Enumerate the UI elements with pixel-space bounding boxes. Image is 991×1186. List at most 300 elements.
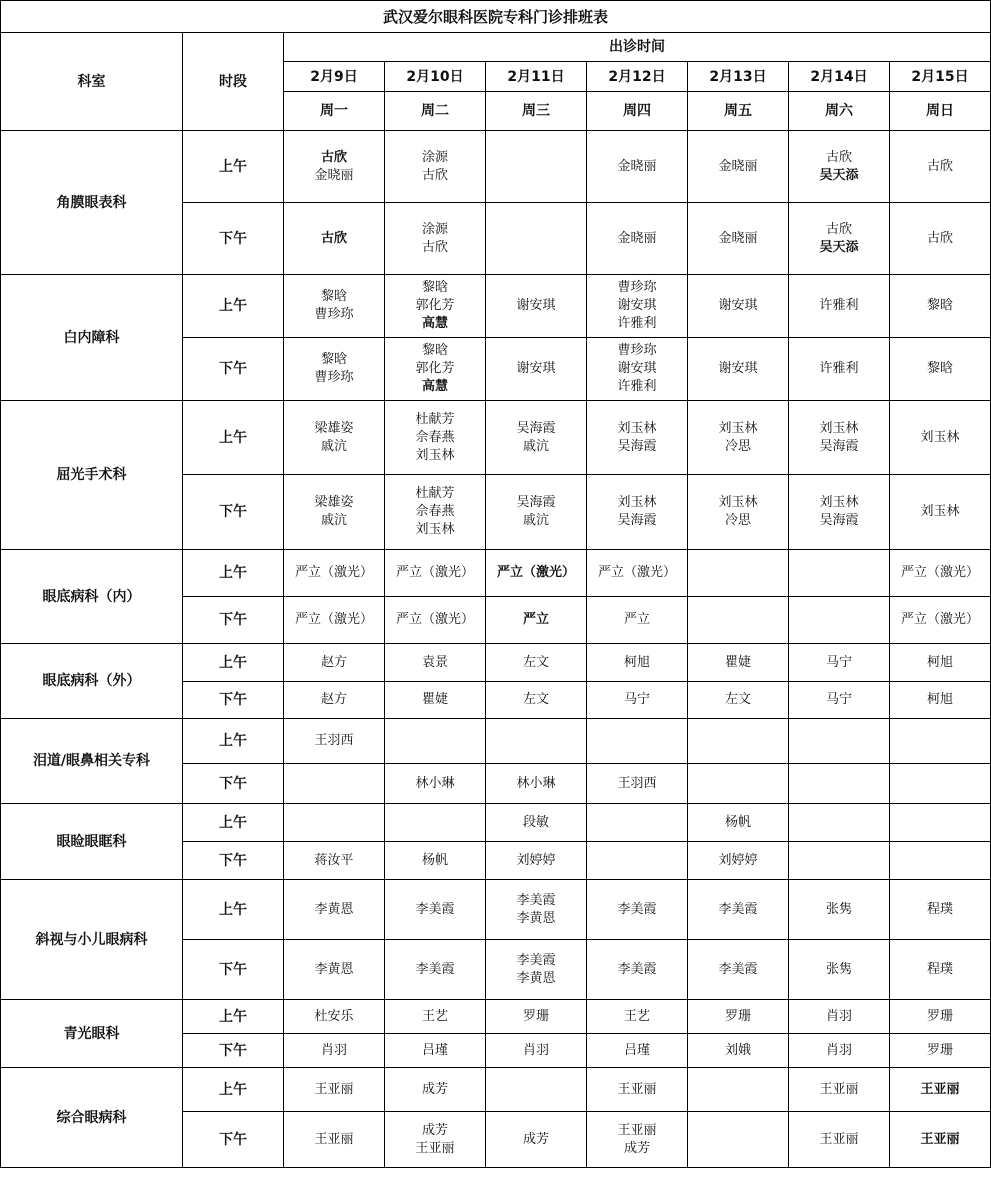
doctor-name: 许雅利: [617, 379, 657, 394]
doctor-name: 李黄恩: [314, 901, 354, 917]
schedule-cell: [486, 842, 587, 880]
doctor-name: 杨帆: [724, 814, 751, 830]
doctor-name: 王亚丽: [920, 1131, 960, 1147]
schedule-cell: [385, 1000, 486, 1034]
doctor-name: 左文: [522, 692, 549, 707]
doctor-name: 严立（激光）: [496, 565, 575, 580]
schedule-cell: [486, 940, 587, 1000]
doctor-name: 戚沆: [522, 513, 549, 528]
doctor-name: 金晓丽: [718, 158, 758, 174]
doctor-name: 刘玉林: [415, 522, 455, 537]
doctor-name: 吴海霞: [819, 438, 859, 454]
schedule-cell: [284, 1000, 385, 1034]
doctor-name: 刘玉林: [617, 495, 657, 510]
schedule-cell: [789, 1000, 890, 1034]
doctor-name: 左文: [724, 692, 751, 707]
doctor-name: 郭化芳: [415, 361, 455, 376]
schedule-cell: [688, 131, 789, 203]
doctor-name: 罗珊: [724, 1008, 751, 1024]
schedule-cell: [789, 644, 890, 682]
doctor-name: 肖羽: [320, 1042, 347, 1058]
doctor-name: 古欣: [927, 230, 954, 246]
schedule-cell: [385, 338, 486, 401]
schedule-cell: [890, 338, 991, 401]
schedule-cell: [890, 275, 991, 338]
department-name: 眼睑眼眶科: [1, 804, 183, 880]
schedule-cell: [284, 880, 385, 940]
schedule-cell: [789, 203, 890, 275]
schedule-cell: [890, 842, 991, 880]
schedule-cell: [284, 804, 385, 842]
schedule-cell: [890, 644, 991, 682]
doctor-name: 马宁: [825, 654, 852, 670]
schedule-cell: [385, 644, 486, 682]
doctor-name: 王羽西: [314, 733, 354, 748]
doctor-name: 古欣: [421, 239, 448, 255]
doctor-name: 高慧: [421, 379, 448, 394]
doctor-name: 成芳: [421, 1081, 448, 1097]
schedule-cell: [486, 597, 587, 644]
table-row: [1, 644, 991, 682]
doctor-name: 吕瑾: [623, 1042, 650, 1058]
schedule-cell: [789, 1112, 890, 1168]
schedule-cell: [890, 1068, 991, 1112]
doctor-name: 刘玉林: [920, 429, 960, 445]
schedule-cell: [284, 597, 385, 644]
doctor-name: 罗珊: [927, 1008, 954, 1024]
doctor-name: 张隽: [825, 901, 852, 917]
doctor-name: 佘春燕: [415, 429, 455, 445]
schedule-cell: [688, 1034, 789, 1068]
schedule-cell: [284, 719, 385, 764]
schedule-cell: [587, 550, 688, 597]
doctor-name: 谢安琪: [718, 298, 758, 313]
doctor-name: 柯旭: [623, 654, 650, 670]
doctor-name: 曹珍珎: [617, 280, 657, 295]
schedule-cell: [486, 880, 587, 940]
doctor-name: 王艺: [623, 1008, 650, 1024]
schedule-cell: [688, 804, 789, 842]
doctor-name: 马宁: [825, 692, 852, 707]
time-slot-label: 上午: [183, 804, 284, 842]
header-slot: 时段: [183, 33, 284, 131]
schedule-cell: [587, 842, 688, 880]
schedule-cell: [688, 764, 789, 804]
schedule-cell: [486, 764, 587, 804]
doctor-name: 李美霞: [516, 892, 556, 908]
schedule-cell: [587, 1068, 688, 1112]
doctor-name: 王亚丽: [819, 1081, 859, 1097]
doctor-name: 许雅利: [617, 316, 657, 331]
schedule-cell: [890, 940, 991, 1000]
doctor-name: 黎晗: [421, 280, 448, 295]
schedule-cell: [385, 1034, 486, 1068]
schedule-cell: [587, 203, 688, 275]
doctor-name: 杜献芳: [415, 486, 455, 501]
schedule-cell: [587, 338, 688, 401]
doctor-name: 刘玉林: [617, 420, 657, 436]
schedule-cell: [890, 401, 991, 475]
doctor-name: 李美霞: [718, 961, 758, 977]
schedule-cell: [284, 1112, 385, 1168]
weekday-header: 周六: [789, 92, 890, 131]
doctor-name: 吴海霞: [516, 495, 556, 510]
schedule-cell: [890, 804, 991, 842]
doctor-name: 王亚丽: [819, 1131, 859, 1147]
doctor-name: 许雅利: [819, 298, 859, 313]
schedule-cell: [789, 597, 890, 644]
weekday-header: 周三: [486, 92, 587, 131]
doctor-name: 马宁: [623, 692, 650, 707]
table-row: [1, 880, 991, 940]
doctor-name: 刘玉林: [718, 495, 758, 510]
doctor-name: 刘玉林: [718, 420, 758, 436]
table-title: 武汉爱尔眼科医院专科门诊排班表: [1, 1, 991, 33]
doctor-name: 严立: [623, 612, 650, 627]
schedule-cell: [486, 804, 587, 842]
doctor-name: 戚沆: [320, 438, 347, 454]
schedule-cell: [284, 682, 385, 719]
doctor-name: 瞿婕: [724, 654, 751, 670]
doctor-name: 黎晗: [320, 289, 347, 304]
doctor-name: 王亚丽: [617, 1081, 657, 1097]
header-dept: 科室: [1, 33, 183, 131]
schedule-cell: [587, 475, 688, 550]
doctor-name: 刘婷婷: [516, 852, 556, 868]
doctor-name: 古欣: [421, 167, 448, 183]
doctor-name: 刘玉林: [415, 447, 455, 463]
schedule-cell: [688, 475, 789, 550]
schedule-cell: [688, 1068, 789, 1112]
doctor-name: 曹珍珎: [617, 343, 657, 358]
time-slot-label: 下午: [183, 682, 284, 719]
schedule-cell: [890, 131, 991, 203]
doctor-name: 刘玉林: [920, 504, 960, 519]
doctor-name: 吴天添: [819, 167, 859, 183]
schedule-cell: [385, 940, 486, 1000]
doctor-name: 王亚丽: [415, 1140, 455, 1156]
doctor-name: 王亚丽: [920, 1081, 960, 1097]
doctor-name: 黎晗: [927, 361, 954, 376]
date-header: 2月12日: [587, 62, 688, 92]
schedule-cell: [789, 940, 890, 1000]
schedule-cell: [385, 203, 486, 275]
doctor-name: 佘春燕: [415, 504, 455, 519]
doctor-name: 成芳: [623, 1140, 650, 1156]
date-header: 2月14日: [789, 62, 890, 92]
doctor-name: 许雅利: [819, 361, 859, 376]
schedule-cell: [688, 338, 789, 401]
doctor-name: 蒋汝平: [314, 852, 354, 868]
department-name: 综合眼病科: [1, 1068, 183, 1168]
schedule-cell: [890, 475, 991, 550]
doctor-name: 杜献芳: [415, 411, 455, 427]
doctor-name: 曹珍珎: [314, 307, 354, 322]
doctor-name: 吴天添: [819, 239, 859, 255]
table-row: [1, 1068, 991, 1112]
schedule-cell: [789, 475, 890, 550]
schedule-cell: [688, 644, 789, 682]
department-name: 眼底病科（外）: [1, 644, 183, 719]
time-slot-label: 上午: [183, 550, 284, 597]
weekday-header: 周四: [587, 92, 688, 131]
time-slot-label: 下午: [183, 597, 284, 644]
schedule-cell: [284, 764, 385, 804]
schedule-cell: [284, 644, 385, 682]
doctor-name: 严立（激光）: [597, 565, 676, 580]
doctor-name: 古欣: [320, 230, 347, 246]
doctor-name: 李美霞: [617, 901, 657, 917]
schedule-cell: [385, 1068, 486, 1112]
schedule-cell: [587, 804, 688, 842]
schedule-cell: [587, 401, 688, 475]
schedule-cell: [385, 804, 486, 842]
doctor-name: 罗珊: [927, 1042, 954, 1058]
doctor-name: 李黄恩: [516, 970, 556, 986]
schedule-cell: [385, 401, 486, 475]
doctor-name: 赵方: [320, 654, 347, 670]
schedule-cell: [789, 401, 890, 475]
doctor-name: 李黄恩: [314, 961, 354, 977]
doctor-name: 程璞: [927, 961, 954, 977]
schedule-cell: [587, 1034, 688, 1068]
doctor-name: 严立（激光）: [395, 565, 474, 580]
schedule-cell: [789, 880, 890, 940]
schedule-cell: [385, 682, 486, 719]
doctor-name: 王艺: [421, 1008, 448, 1024]
schedule-cell: [890, 1000, 991, 1034]
time-slot-label: 下午: [183, 1034, 284, 1068]
doctor-name: 严立: [522, 612, 549, 627]
schedule-cell: [688, 1112, 789, 1168]
doctor-name: 冷思: [724, 513, 751, 528]
schedule-cell: [385, 475, 486, 550]
doctor-name: 郭化芳: [415, 298, 455, 313]
schedule-cell: [587, 940, 688, 1000]
doctor-name: 吴海霞: [516, 420, 556, 436]
department-name: 泪道/眼鼻相关专科: [1, 719, 183, 804]
schedule-cell: [688, 1000, 789, 1034]
schedule-cell: [688, 275, 789, 338]
doctor-name: 柯旭: [927, 654, 954, 670]
time-slot-label: 上午: [183, 275, 284, 338]
schedule-body: [1, 131, 991, 1168]
doctor-name: 戚沆: [320, 513, 347, 528]
doctor-name: 段敏: [522, 814, 549, 830]
doctor-name: 李黄恩: [516, 910, 556, 926]
department-name: 屈光手术科: [1, 401, 183, 550]
doctor-name: 古欣: [825, 221, 852, 237]
schedule-cell: [486, 644, 587, 682]
schedule-cell: [284, 940, 385, 1000]
schedule-cell: [890, 719, 991, 764]
doctor-name: 程璞: [927, 901, 954, 917]
weekday-header: 周日: [890, 92, 991, 131]
schedule-cell: [284, 401, 385, 475]
table-row: [1, 131, 991, 203]
schedule-cell: [789, 764, 890, 804]
time-slot-label: 下午: [183, 842, 284, 880]
schedule-cell: [688, 550, 789, 597]
schedule-cell: [486, 550, 587, 597]
schedule-cell: [688, 203, 789, 275]
schedule-cell: [688, 719, 789, 764]
doctor-name: 古欣: [825, 149, 852, 165]
time-slot-label: 上午: [183, 131, 284, 203]
schedule-cell: [284, 475, 385, 550]
doctor-name: 成芳: [522, 1131, 549, 1147]
doctor-name: 王亚丽: [314, 1131, 354, 1147]
department-name: 白内障科: [1, 275, 183, 401]
doctor-name: 严立（激光）: [294, 612, 373, 627]
table-row: [1, 1000, 991, 1034]
doctor-name: 林小琳: [516, 775, 556, 791]
doctor-name: 高慧: [421, 316, 448, 331]
schedule-cell: [890, 597, 991, 644]
schedule-cell: [890, 203, 991, 275]
schedule-cell: [486, 1112, 587, 1168]
doctor-name: 吴海霞: [617, 513, 657, 528]
schedule-cell: [890, 550, 991, 597]
date-header: 2月13日: [688, 62, 789, 92]
doctor-name: 袁景: [421, 654, 448, 670]
table-row: [1, 719, 991, 764]
schedule-cell: [587, 597, 688, 644]
time-slot-label: 上午: [183, 1000, 284, 1034]
schedule-cell: [284, 131, 385, 203]
doctor-name: 曹珍珎: [314, 370, 354, 385]
schedule-cell: [486, 475, 587, 550]
weekday-header: 周二: [385, 92, 486, 131]
schedule-cell: [486, 1068, 587, 1112]
doctor-name: 赵方: [320, 692, 347, 707]
weekday-header: 周一: [284, 92, 385, 131]
schedule-cell: [587, 682, 688, 719]
doctor-name: 林小琳: [415, 775, 455, 791]
department-name: 眼底病科（内）: [1, 550, 183, 644]
department-name: 角膜眼表科: [1, 131, 183, 275]
schedule-cell: [587, 719, 688, 764]
doctor-name: 李美霞: [415, 961, 455, 977]
table-row: [1, 804, 991, 842]
doctor-name: 罗珊: [522, 1008, 549, 1024]
doctor-name: 王亚丽: [617, 1122, 657, 1138]
schedule-cell: [385, 880, 486, 940]
schedule-cell: [890, 880, 991, 940]
time-slot-label: 上午: [183, 1068, 284, 1112]
doctor-name: 涂源: [421, 149, 448, 165]
schedule-cell: [688, 597, 789, 644]
schedule-cell: [688, 401, 789, 475]
doctor-name: 李美霞: [516, 952, 556, 968]
schedule-cell: [890, 1112, 991, 1168]
schedule-cell: [688, 682, 789, 719]
doctor-name: 谢安琪: [516, 298, 556, 313]
schedule-cell: [789, 1068, 890, 1112]
doctor-name: 李美霞: [718, 901, 758, 917]
doctor-name: 黎晗: [421, 343, 448, 358]
schedule-cell: [385, 275, 486, 338]
time-slot-label: 下午: [183, 1112, 284, 1168]
time-slot-label: 上午: [183, 880, 284, 940]
doctor-name: 金晓丽: [617, 230, 657, 246]
schedule-cell: [284, 550, 385, 597]
date-header: 2月10日: [385, 62, 486, 92]
schedule-cell: [486, 203, 587, 275]
schedule-cell: [587, 644, 688, 682]
time-slot-label: 下午: [183, 338, 284, 401]
doctor-name: 李美霞: [415, 901, 455, 917]
date-header: 2月9日: [284, 62, 385, 92]
schedule-cell: [688, 940, 789, 1000]
schedule-cell: [385, 550, 486, 597]
schedule-cell: [890, 764, 991, 804]
doctor-name: 涂源: [421, 221, 448, 237]
time-slot-label: 上午: [183, 719, 284, 764]
doctor-name: 李美霞: [617, 961, 657, 977]
schedule-cell: [284, 275, 385, 338]
schedule-cell: [486, 131, 587, 203]
time-slot-label: 上午: [183, 644, 284, 682]
schedule-cell: [789, 682, 890, 719]
schedule-cell: [890, 682, 991, 719]
time-slot-label: 下午: [183, 940, 284, 1000]
doctor-name: 严立（激光）: [901, 565, 980, 580]
header-time: 出诊时间: [284, 33, 991, 62]
schedule-cell: [890, 1034, 991, 1068]
doctor-name: 肖羽: [825, 1042, 852, 1058]
schedule-cell: [486, 719, 587, 764]
schedule-cell: [789, 131, 890, 203]
doctor-name: 谢安琪: [516, 361, 556, 376]
schedule-cell: [688, 842, 789, 880]
doctor-name: 金晓丽: [617, 158, 657, 174]
doctor-name: 吴海霞: [617, 438, 657, 454]
schedule-cell: [789, 338, 890, 401]
doctor-name: 谢安琪: [718, 361, 758, 376]
time-slot-label: 下午: [183, 475, 284, 550]
doctor-name: 严立（激光）: [294, 565, 373, 580]
schedule-cell: [284, 203, 385, 275]
schedule-cell: [587, 1112, 688, 1168]
doctor-name: 杜安乐: [314, 1008, 354, 1024]
doctor-name: 刘玉林: [819, 495, 859, 510]
doctor-name: 严立（激光）: [901, 612, 980, 627]
schedule-cell: [486, 682, 587, 719]
schedule-cell: [486, 1000, 587, 1034]
table-row: [1, 275, 991, 338]
schedule-cell: [789, 1034, 890, 1068]
schedule-cell: [284, 1068, 385, 1112]
time-slot-label: 上午: [183, 401, 284, 475]
doctor-name: 黎晗: [927, 298, 954, 313]
doctor-name: 梁雄姿: [314, 495, 354, 510]
schedule-cell: [385, 131, 486, 203]
schedule-cell: [284, 338, 385, 401]
schedule-cell: [385, 842, 486, 880]
time-slot-label: 下午: [183, 764, 284, 804]
date-header: 2月11日: [486, 62, 587, 92]
department-name: 青光眼科: [1, 1000, 183, 1068]
date-header: 2月15日: [890, 62, 991, 92]
doctor-name: 刘玉林: [819, 420, 859, 436]
doctor-name: 成芳: [421, 1122, 448, 1138]
doctor-name: 严立（激光）: [395, 612, 474, 627]
schedule-cell: [486, 1034, 587, 1068]
doctor-name: 肖羽: [825, 1008, 852, 1024]
doctor-name: 谢安琪: [617, 361, 657, 376]
doctor-name: 张隽: [825, 961, 852, 977]
